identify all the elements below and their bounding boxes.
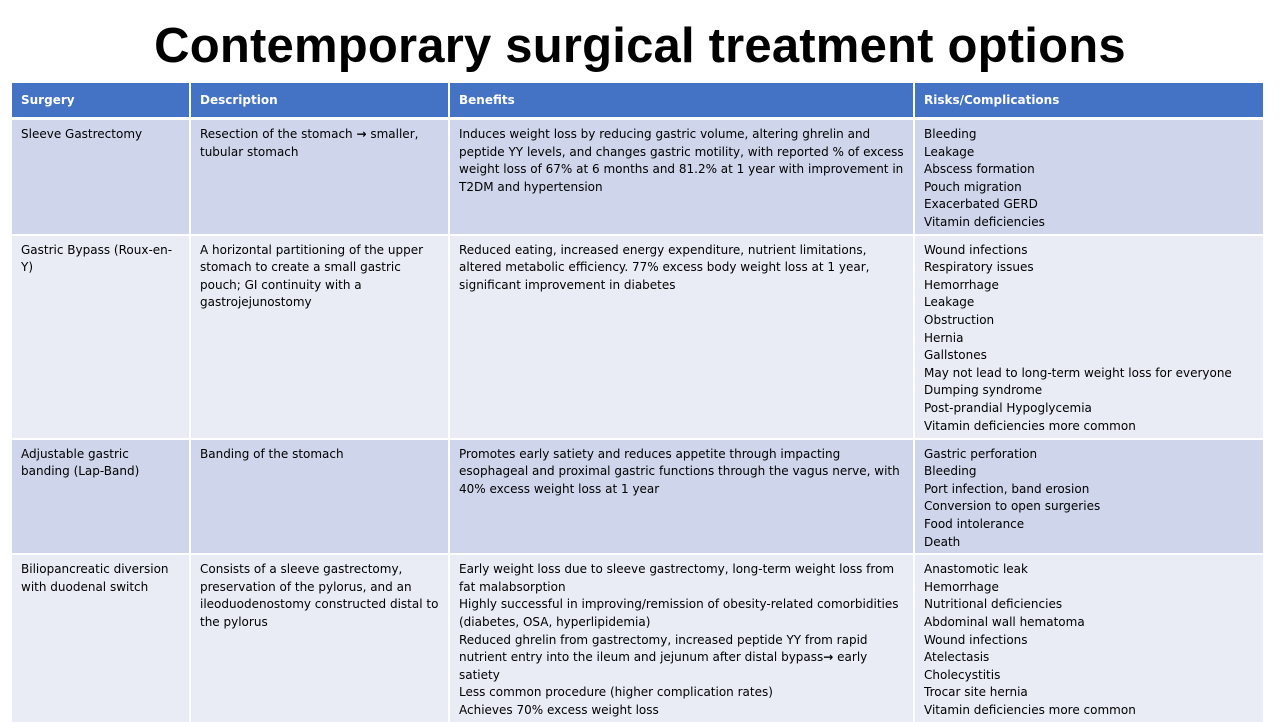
benefit-text: Reduced eating, increased energy expenditure, nutrient limitations, altered metabolic efficiency. 77% excess body weight loss at 1 year, significant improvement in diabetes (459, 242, 870, 292)
table-row-gastric-banding (12, 439, 1263, 555)
risk-item: Vitamin deficiencies more common (924, 702, 1136, 717)
risk-item: Wound infections (924, 242, 1028, 257)
risk-item: Hemorrhage (924, 277, 999, 292)
risk-item: Bleeding (924, 464, 977, 479)
risks-cell (914, 119, 1263, 235)
surgery-cell (12, 235, 190, 439)
surgery-cell (12, 439, 190, 555)
risks-cell (914, 235, 1263, 439)
risk-item: Food intolerance (924, 516, 1025, 531)
description-cell (190, 439, 449, 555)
risk-item: Hernia (924, 330, 964, 345)
benefit-text: Early weight loss due to sleeve gastrectomy, long-term weight loss from fat malabsorption (459, 562, 895, 594)
benefit-text: Promotes early satiety and reduces appetite through impacting esophageal and proximal gastric functions through the vagus nerve, with 40% excess weight loss at 1 year (459, 446, 900, 496)
risk-item: Cholecystitis (924, 667, 1001, 682)
surgery-name: Gastric Bypass (Roux-en-Y) (21, 242, 173, 275)
slide-title: Contemporary surgical treatment options (154, 19, 1126, 73)
risk-item: Leakage (924, 144, 975, 159)
benefit-text: Less common procedure (higher complication rates) (459, 685, 773, 700)
arrow-right-icon: → (823, 650, 834, 665)
risk-item: Nutritional deficiencies (924, 597, 1063, 612)
risk-item: Gallstones (924, 348, 987, 363)
risks-cell (914, 554, 1263, 722)
risk-item: Exacerbated GERD (924, 197, 1038, 212)
arrow-right-icon: → (356, 127, 367, 141)
risk-item: Vitamin deficiencies more common (924, 418, 1136, 433)
header-description: Description (190, 83, 449, 119)
benefits-cell (449, 235, 914, 439)
risk-item: Atelectasis (924, 650, 990, 665)
risk-item: Leakage (924, 295, 975, 310)
description-cell (190, 119, 449, 235)
risk-item: Dumping syndrome (924, 383, 1043, 398)
risk-item: Hemorrhage (924, 579, 999, 594)
risk-item: Abscess formation (924, 162, 1035, 177)
risk-item: Wound infections (924, 632, 1028, 647)
surgery-cell (12, 119, 190, 235)
benefits-cell (449, 554, 914, 722)
surgery-name: Biliopancreatic diversion with duodenal switch (21, 562, 169, 594)
risk-item: Pouch migration (924, 179, 1022, 194)
surgery-name: Sleeve Gastrectomy (21, 127, 143, 141)
risk-item: Death (924, 534, 961, 549)
risk-item: Trocar site hernia (924, 685, 1028, 700)
risk-item: Vitamin deficiencies (924, 214, 1045, 229)
surgery-name: Adjustable gastric banding (Lap-Band) (21, 446, 140, 479)
description-text: Consists of a sleeve gastrectomy, preservation of the pylorus, and an ileoduodenostomy constructed distal to the pylorus (200, 562, 439, 629)
risks-cell (914, 439, 1263, 555)
benefit-text: Highly successful in improving/remission of obesity-related comorbidities (diabetes, OSA, hyperlipidemia) (459, 597, 899, 629)
table-row-gastric-bypass (12, 235, 1263, 439)
treatment-table (12, 83, 1263, 722)
header-surgery: Surgery (12, 83, 190, 119)
table-header-row (12, 83, 1263, 119)
risk-item: Abdominal wall hematoma (924, 614, 1085, 629)
risk-item: May not lead to long-term weight loss for everyone (924, 365, 1232, 380)
header-benefits: Benefits (449, 83, 914, 119)
header-risks: Risks/Complications (914, 83, 1263, 119)
risk-item: Respiratory issues (924, 260, 1034, 275)
risk-item: Anastomotic leak (924, 562, 1028, 577)
risk-item: Post-prandial Hypoglycemia (924, 400, 1092, 415)
risk-item: Conversion to open surgeries (924, 499, 1101, 514)
benefit-text: Induces weight loss by reducing gastric volume, altering ghrelin and peptide YY levels, and changes gastric motility, with reported % of excess weight loss of 67% at 6 months and 81.2% at 1 year with improvement in T2DM and hypertension (459, 127, 904, 194)
benefit-text: Achieves 70% excess weight loss (459, 702, 659, 717)
table-row-biliopancreatic-diversion (12, 554, 1263, 722)
risk-item: Bleeding (924, 127, 977, 141)
benefits-cell (449, 119, 914, 235)
description-cell (190, 235, 449, 439)
benefits-cell (449, 439, 914, 555)
description-text: Banding of the stomach (200, 446, 344, 461)
risk-item: Obstruction (924, 312, 995, 327)
surgery-cell (12, 554, 190, 722)
description-cell (190, 554, 449, 722)
risk-item: Gastric perforation (924, 446, 1038, 461)
table-row-sleeve-gastrectomy (12, 119, 1263, 235)
risk-item: Port infection, band erosion (924, 481, 1090, 496)
benefit-text: Reduced ghrelin from gastrectomy, increased peptide YY from rapid nutrient entry into the ileum and jejunum after distal bypass→ early satiety (459, 632, 868, 682)
description-text: Resection of the stomach → smaller, tubular stomach (200, 127, 419, 159)
description-text: A horizontal partitioning of the upper stomach to create a small gastric pouch; GI continuity with a gastrojejunostomy (200, 242, 424, 310)
